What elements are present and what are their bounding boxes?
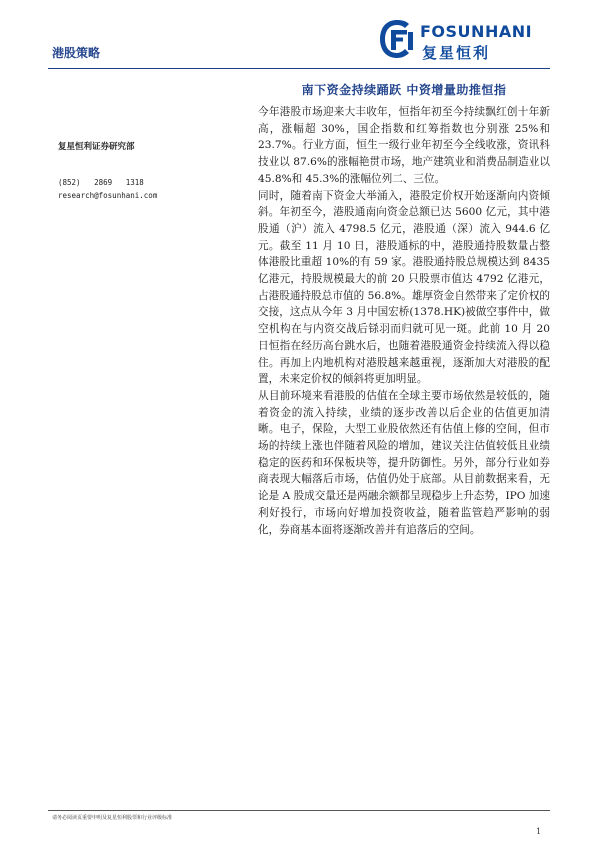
department-name: 复星恒利证券研究部 [58, 142, 135, 152]
body-paragraph: 从目前环境来看港股的估值在全球主要市场依然是较低的，随着资金的流入持续，业绩的逐步改善以后企业的估值更加清晰。电子，保险，大型工业股依然还有估值上修的空间，但市场的持续上涨也伴随着风险的增加，建议关注估值较低且业绩稳定的医药和环保板块等，提升防御性。另外，部分行业如券商表现大幅落后市场，估值仍处于底部。从目前数据来看，无论是 A 股成交量还是两融余额都呈现稳步上升态势，IPO 加速利好投行，市场向好增加投资收益，随着监管趋严影响的弱化，券商基本面将逐渐改善并有追落后的空间。 [258, 389, 550, 536]
contact-email: research@fosunhani.com [58, 191, 158, 200]
contact-phone: (852) 2869 1318 [58, 178, 144, 187]
article-body [258, 104, 550, 538]
footer-divider [48, 810, 550, 811]
category-label: 港股策略 [52, 46, 101, 60]
logo-chinese-text: 复星恒利 [422, 44, 491, 62]
fosun-logo-icon [378, 18, 416, 60]
logo-english-text: FOSUNHANI [420, 22, 533, 41]
body-paragraph: 同时，随着南下资金大举涌入，港股定价权开始逐渐向内资倾斜。年初至今，港股通南向资金总额已达 5600 亿元，其中港股通（沪）流入 4798.5 亿元，港股通（深）流入 944.6 亿元。截至 11 月 10 日，港股通标的中，港股通持股数量占整体港股比重超 10%的有 59 家。港股通持股总规模达到 8435 亿港元，持股规模最大的前 20 只股票市值达 4792 亿港元，占港股通持股总市值的 56.8%。雄厚资金自然带来了定价权的交接，这点从今年 3 月中国宏桥(1378.HK)被做空事件中，做空机构在与内资交战后铩羽而归就可见一斑。此前 10 月 20 日恒指在经历高台跳水后，也随着港股通资金持续流入得以稳住。再加上内地机构对港股越来越重视，逐渐加大对港股的配置，未来定价权的倾斜将更加明显。 [258, 189, 550, 386]
header-divider [48, 68, 550, 69]
footer-disclaimer: 请务必阅读页重要申明及复星恒利股票和行业评级标准 [52, 815, 173, 821]
body-paragraph: 今年港股市场迎来大丰收年，恒指年初至今持续飘红创十年新高，涨幅超 30%，国企指数和红筹指数也分别涨 25%和 23.7%。行业方面，恒生一级行业年初至今全线收涨，资讯科技业以 87.6%的涨幅艳贯市场，地产建筑业和消费品制造业以 45.8%和 45.3%的涨幅位列二、三位。 [258, 106, 550, 185]
fosun-hani-logo [378, 18, 553, 66]
page-number: 1 [536, 827, 542, 836]
article-headline: 南下资金持续踊跃 中资增量助推恒指 [301, 83, 507, 97]
sidebar [58, 140, 238, 202]
